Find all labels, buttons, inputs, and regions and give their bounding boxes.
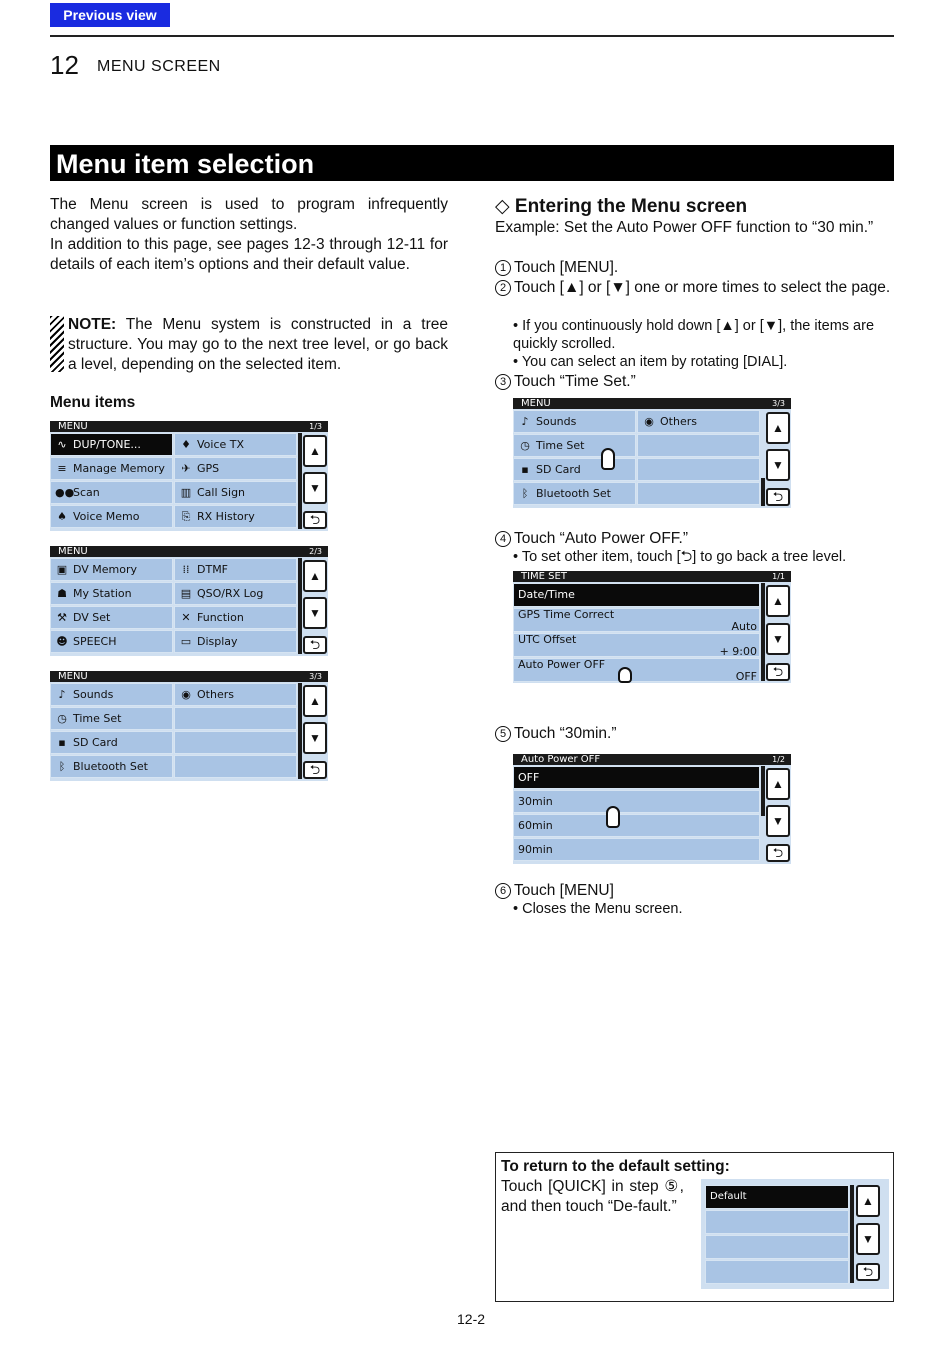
menu-cell-empty xyxy=(174,707,297,730)
menu-item-sounds[interactable]: ♪ Sounds xyxy=(50,683,173,706)
entering-menu-heading: ◇ Entering the Menu screen xyxy=(495,196,748,217)
scrollbar[interactable] xyxy=(298,433,302,529)
note-text: The Menu system is constructed in a tree structure. You may go to the next tree level, or go back a level, depending on the selected item. xyxy=(68,316,448,373)
back-button[interactable]: ⮌ xyxy=(766,488,790,506)
scrollbar[interactable] xyxy=(850,1185,854,1283)
option-90min[interactable]: 90min xyxy=(513,838,760,861)
return-default-text: Touch [QUICK] in step ⑤, and then touch “De-fault.” xyxy=(501,1178,684,1215)
menu-cell-empty xyxy=(637,482,760,505)
menu-cell-empty xyxy=(174,731,297,754)
up-button[interactable]: ▲ xyxy=(303,685,327,717)
intro-paragraph-2: In addition to this page, see pages 12-3 through 12-11 for details of each item’s options and their default value. xyxy=(50,236,448,273)
menu-item-dtmf[interactable]: ⁞⁞ DTMF xyxy=(174,558,297,581)
menu-item-scan[interactable]: ●●Scan xyxy=(50,481,173,504)
option-off[interactable]: OFF xyxy=(513,766,760,789)
back-button[interactable]: ⮌ xyxy=(766,844,790,862)
menu-cell-empty xyxy=(637,458,760,481)
scrollbar[interactable] xyxy=(761,478,765,506)
music-note-icon: ♪ xyxy=(58,688,66,701)
binoculars-icon: ●● xyxy=(55,486,75,499)
step-3-menu-screen xyxy=(513,398,791,508)
step-5: 5 Touch “30min.” xyxy=(495,724,617,744)
step-1: 1 Touch [MENU]. xyxy=(495,258,618,278)
up-button[interactable]: ▲ xyxy=(766,412,790,444)
lcd-title-bar: MENU 3/3 xyxy=(50,671,328,682)
menu-item-call-sign[interactable]: ▥ Call Sign xyxy=(174,481,297,504)
chapter-title: MENU SCREEN xyxy=(97,58,221,75)
menu-item-voice-tx[interactable]: ♦ Voice TX xyxy=(174,433,297,456)
back-button[interactable]: ⮌ xyxy=(766,663,790,681)
default-screen xyxy=(701,1179,889,1289)
clock-icon: ◷ xyxy=(520,439,530,452)
menu-item-dv-set[interactable]: ⚒ DV Set xyxy=(50,606,173,629)
menu-cell-empty xyxy=(637,434,760,457)
header-rule xyxy=(50,35,894,37)
menu-item-qso-rx-log[interactable]: ▤ QSO/RX Log xyxy=(174,582,297,605)
up-button[interactable]: ▲ xyxy=(303,435,327,467)
menu-items-heading: Menu items xyxy=(50,394,136,411)
menu-item-dv-memory[interactable]: ▣ DV Memory xyxy=(50,558,173,581)
down-button[interactable]: ▼ xyxy=(766,623,790,655)
step-2-bullet-2: • You can select an item by rotating [DIAL]. xyxy=(513,354,788,370)
option-60min[interactable]: 60min xyxy=(513,814,760,837)
lcd-title-bar: Auto Power OFF 1/2 xyxy=(513,754,791,765)
menu-item-time-set[interactable]: ◷ Time Set xyxy=(50,707,173,730)
menu-item-display[interactable]: ▭ Display xyxy=(174,630,297,653)
row-value: OFF xyxy=(735,670,757,682)
down-button[interactable]: ▼ xyxy=(303,722,327,754)
mic-icon: ♠ xyxy=(57,510,67,523)
bluetooth-icon: ᛒ xyxy=(521,487,529,500)
menu-item-gps[interactable]: ✈ GPS xyxy=(174,457,297,480)
scrollbar[interactable] xyxy=(298,558,302,654)
person-icon: ☗ xyxy=(57,587,67,600)
scrollbar[interactable] xyxy=(761,583,765,681)
menu-item-speech[interactable]: ☻ SPEECH xyxy=(50,630,173,653)
up-button[interactable]: ▲ xyxy=(856,1185,880,1217)
back-button[interactable]: ⮌ xyxy=(856,1263,880,1281)
keypad-icon: ⁞⁞ xyxy=(182,563,190,576)
bluetooth-icon: ᛒ xyxy=(58,760,66,773)
tone-icon: ∿ xyxy=(57,438,67,451)
scrollbar[interactable] xyxy=(298,683,302,779)
default-empty-row xyxy=(705,1235,849,1259)
menu-cell-empty xyxy=(174,755,297,778)
menu-item-dup-tone[interactable]: ∿ DUP/TONE... xyxy=(50,433,173,456)
time-set-screen xyxy=(513,571,791,683)
sd-card-icon: ▪ xyxy=(521,463,529,476)
section-title: Menu item selection xyxy=(50,145,894,181)
memory-list-icon: ≡ xyxy=(57,462,67,475)
down-button[interactable]: ▼ xyxy=(303,472,327,504)
lcd-title-bar: TIME SET 1/1 xyxy=(513,571,791,582)
menu-item-sounds[interactable]: ♪ Sounds xyxy=(513,410,636,433)
menu-item-bluetooth-set[interactable]: ᛒ Bluetooth Set xyxy=(50,755,173,778)
example-text: Example: Set the Auto Power OFF function to “30 min.” xyxy=(495,219,874,236)
menu-item-function[interactable]: ✕ Function xyxy=(174,606,297,629)
time-set-row-date-time[interactable]: Date/Time xyxy=(513,583,760,607)
back-button[interactable]: ⮌ xyxy=(303,511,327,529)
option-30min[interactable]: 30min xyxy=(513,790,760,813)
step-4-bullet: • To set other item, touch [⮌] to go back a tree level. xyxy=(513,549,847,565)
up-button[interactable]: ▲ xyxy=(766,585,790,617)
note-paragraph xyxy=(68,315,448,375)
speech-icon: ☻ xyxy=(56,635,68,648)
page-number: 12-2 xyxy=(457,1311,486,1327)
scrollbar[interactable] xyxy=(761,766,765,816)
time-set-row-auto-power-off[interactable]: Auto Power OFF OFF xyxy=(513,658,760,682)
auto-power-off-screen xyxy=(513,754,791,864)
menu-screen-page-1 xyxy=(50,421,328,531)
log-icon: ▤ xyxy=(180,587,192,600)
step-3: 3 Touch “Time Set.” xyxy=(495,372,636,392)
touch-hand-icon xyxy=(618,667,632,683)
menu-item-time-set[interactable]: ◷ Time Set xyxy=(513,434,636,457)
satellite-icon: ✈ xyxy=(181,462,191,475)
row-value: Auto xyxy=(731,620,757,632)
note-hatch-icon xyxy=(50,316,64,372)
history-icon: ⎘ xyxy=(181,510,191,523)
option-default[interactable]: Default xyxy=(705,1185,849,1209)
lcd-title-bar: MENU 2/3 xyxy=(50,546,328,557)
time-set-row-utc-offset[interactable]: UTC Offset + 9:00 xyxy=(513,633,760,657)
touch-hand-icon xyxy=(606,806,620,828)
note-label: NOTE: xyxy=(68,316,117,333)
back-button[interactable]: ⮌ xyxy=(303,761,327,779)
lcd-title-bar: MENU 3/3 xyxy=(513,398,791,409)
step-2: 2 Touch [▲] or [▼] one or more times to select the page. xyxy=(495,278,893,298)
dv-memory-icon: ▣ xyxy=(56,563,68,576)
menu-item-manage-memory[interactable]: ≡ Manage Memory xyxy=(50,457,173,480)
clock-icon: ◷ xyxy=(57,712,67,725)
default-empty-row xyxy=(705,1260,849,1284)
microphone-icon: ♦ xyxy=(181,438,191,451)
menu-screen-page-3 xyxy=(50,671,328,781)
down-button[interactable]: ▼ xyxy=(856,1223,880,1255)
call-sign-icon: ▥ xyxy=(180,486,192,499)
menu-item-sd-card[interactable]: ▪ SD Card xyxy=(513,458,636,481)
down-button[interactable]: ▼ xyxy=(766,805,790,837)
up-button[interactable]: ▲ xyxy=(766,768,790,800)
menu-item-bluetooth-set[interactable]: ᛒ Bluetooth Set xyxy=(513,482,636,505)
up-button[interactable]: ▲ xyxy=(303,560,327,592)
row-value: + 9:00 xyxy=(719,645,757,657)
tools-icon: ✕ xyxy=(181,611,191,624)
step-6: 6 Touch [MENU] xyxy=(495,881,614,901)
others-icon: ◉ xyxy=(181,688,191,701)
menu-item-rx-history[interactable]: ⎘ RX History xyxy=(174,505,297,528)
down-button[interactable]: ▼ xyxy=(766,449,790,481)
step-2-bullet-1: • If you continuously hold down [▲] or [▼], the items are quickly scrolled. xyxy=(513,318,875,352)
previous-view-button[interactable]: Previous view xyxy=(50,3,170,27)
time-set-row-gps-time-correct[interactable]: GPS Time Correct Auto xyxy=(513,608,760,632)
music-note-icon: ♪ xyxy=(521,415,529,428)
return-default-heading: To return to the default setting: xyxy=(501,1158,730,1175)
diamond-icon: ◇ xyxy=(495,196,515,217)
step-6-bullet: • Closes the Menu screen. xyxy=(513,901,683,917)
down-button[interactable]: ▼ xyxy=(303,597,327,629)
menu-item-others[interactable]: ◉ Others xyxy=(637,410,760,433)
menu-item-voice-memo[interactable]: ♠ Voice Memo xyxy=(50,505,173,528)
sd-card-icon: ▪ xyxy=(58,736,66,749)
menu-item-sd-card[interactable]: ▪ SD Card xyxy=(50,731,173,754)
dv-set-icon: ⚒ xyxy=(57,611,67,624)
menu-item-others[interactable]: ◉ Others xyxy=(174,683,297,706)
back-button[interactable]: ⮌ xyxy=(303,636,327,654)
chapter-number: 12 xyxy=(50,50,79,80)
default-empty-row xyxy=(705,1210,849,1234)
lcd-title-bar: MENU 1/3 xyxy=(50,421,328,432)
display-icon: ▭ xyxy=(180,635,192,648)
touch-hand-icon xyxy=(601,448,615,470)
others-icon: ◉ xyxy=(644,415,654,428)
menu-screen-page-2 xyxy=(50,546,328,656)
return-default-box xyxy=(495,1152,894,1302)
step-4: 4 Touch “Auto Power OFF.” xyxy=(495,529,688,549)
menu-item-my-station[interactable]: ☗ My Station xyxy=(50,582,173,605)
intro-paragraph-1: The Menu screen is used to program infrequently changed values or function settings. xyxy=(50,196,448,233)
